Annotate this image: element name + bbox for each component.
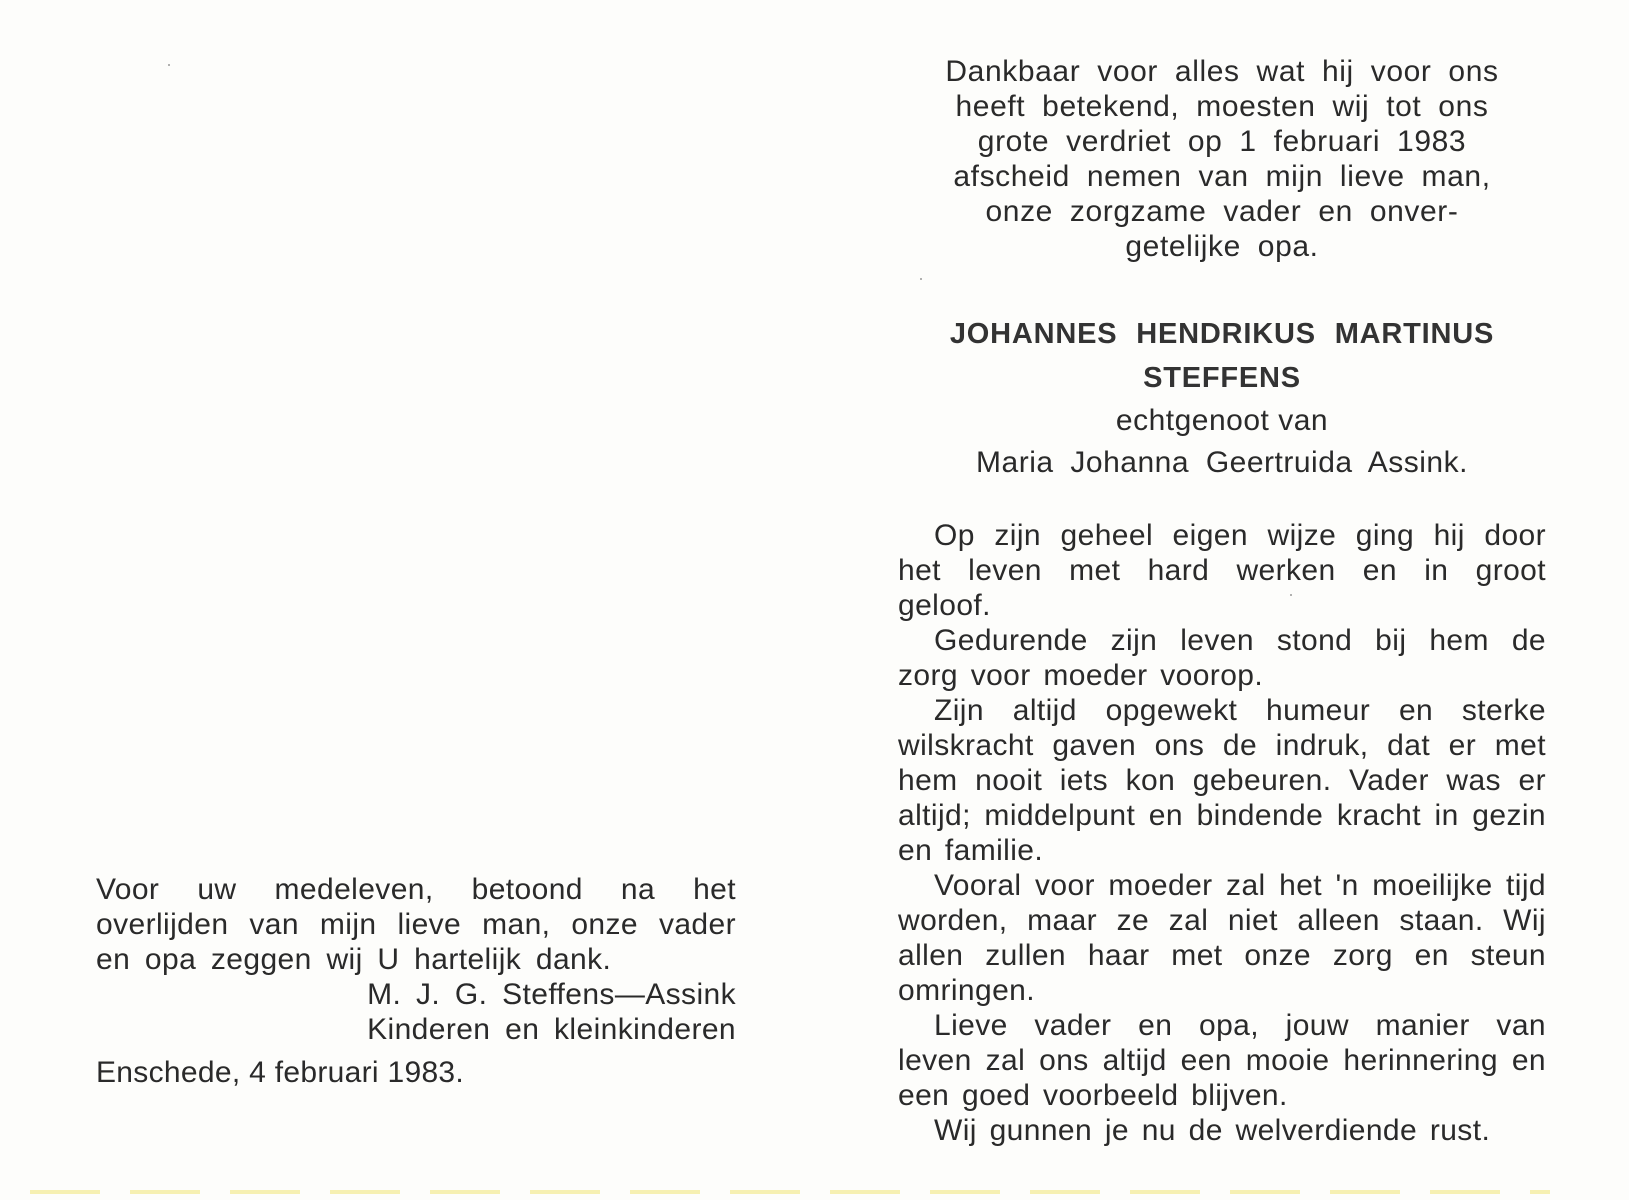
memorial-paragraph: Gedurende zijn leven stond bij hem de zorg voor moeder voorop. (898, 624, 1546, 692)
memorial-text (898, 518, 1546, 1148)
intro-line: getelijke opa. (1125, 230, 1319, 263)
memorial-panel (898, 54, 1546, 1148)
paper-speck (1290, 594, 1292, 596)
memorial-paragraph: Op zijn geheel eigen wijze ging hij door het leven met hard werken en in groot geloof. (898, 519, 1546, 622)
memorial-paragraph: Zijn altijd opgewekt humeur en sterke wilskracht gaven ons de indruk, dat er met hem nooit iets kon gebeuren. Vader was er altijd; middelpunt en bindende kracht in gezin en familie. (898, 694, 1546, 867)
intro-line: onze zorgzame vader en onver- (985, 195, 1459, 228)
signer-name: M. J. G. Steffens—Assink (367, 978, 736, 1011)
intro-line: afscheid nemen van mijn lieve man, (953, 160, 1491, 193)
spouse-name: Maria Johanna Geertruida Assink. (976, 446, 1468, 479)
paper-speck (920, 278, 922, 280)
acknowledgement-panel (96, 872, 736, 1090)
place-date: Enschede, 4 februari 1983. (96, 1056, 465, 1089)
thanks-text: Voor uw medeleven, betoond na het overlijden van mijn lieve man, onze vader en opa zeggen wij U hartelijk dank. (96, 873, 736, 976)
intro-line: grote verdriet op 1 februari 1983 (977, 125, 1467, 158)
spouse-of-label: echtgenoot van (1115, 404, 1329, 437)
deceased-surname: STEFFENS (1143, 362, 1301, 394)
intro-block (898, 54, 1546, 264)
paper-edge-mark (30, 1190, 1550, 1194)
intro-line: heeft betekend, moesten wij tot ons (955, 90, 1489, 123)
memorial-paragraph: Wij gunnen je nu de welverdiende rust. (934, 1114, 1491, 1147)
memorial-paragraph: Lieve vader en opa, jouw manier van leven zal ons altijd een mooie herinnering en een goed voorbeeld blijven. (898, 1009, 1546, 1112)
signer-family: Kinderen en kleinkinderen (367, 1013, 736, 1046)
deceased-given-names: JOHANNES HENDRIKUS MARTINUS (949, 318, 1495, 350)
deceased-name-block (898, 312, 1546, 484)
memorial-paragraph: Vooral voor moeder zal het 'n moeilijke tijd worden, maar ze zal niet alleen staan. Wij allen zullen haar met onze zorg en steun omringen. (898, 869, 1546, 1007)
paper-speck (168, 64, 170, 66)
intro-line: Dankbaar voor alles wat hij voor ons (945, 55, 1499, 88)
